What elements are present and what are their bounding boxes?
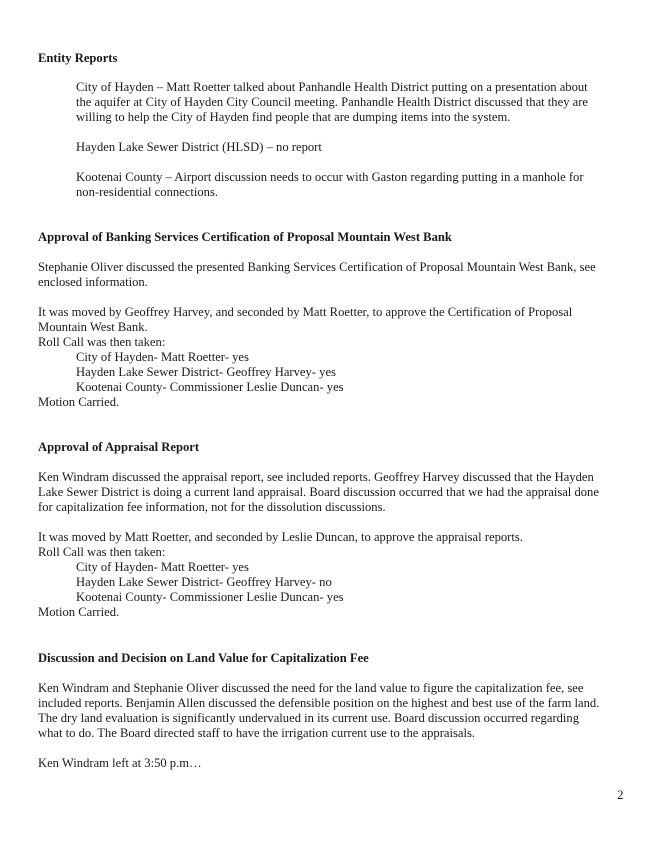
kootenai-report (76, 170, 628, 200)
appraisal-result-line: Motion Carried. (38, 605, 120, 619)
hayden-report-line: City of Hayden – Matt Roetter talked about Panhandle Health District putting on a presentation about (76, 80, 588, 94)
hlsd-report-line: Hayden Lake Sewer District (HLSD) – no report (76, 140, 322, 154)
appraisal-motion-line: It was moved by Matt Roetter, and seconded by Leslie Duncan, to approve the appraisal reports. (38, 530, 523, 544)
appraisal-discussion-line: for capitalization fee information, not for the dissolution discussions. (38, 500, 386, 514)
banking-vote: Kootenai County- Commissioner Leslie Duncan- yes (76, 380, 344, 394)
appraisal-discussion (38, 470, 628, 515)
banking-vote: Hayden Lake Sewer District- Geoffrey Harvey- yes (76, 365, 336, 379)
appraisal-discussion-line: Lake Sewer District is doing a current land appraisal. Board discussion occurred that we had the appraisal done (38, 485, 599, 499)
appraisal-motion (38, 530, 628, 560)
banking-heading: Approval of Banking Services Certification of Proposal Mountain West Bank (38, 230, 452, 244)
banking-roll-call: Roll Call was then taken: (38, 335, 166, 349)
appraisal-result (38, 605, 628, 620)
hayden-report-line: willing to help the City of Hayden find people that are dumping items into the system. (76, 110, 511, 124)
banking-motion-line: It was moved by Geoffrey Harvey, and seconded by Matt Roetter, to approve the Certification of Proposal (38, 305, 573, 319)
kootenai-report-line: Kootenai County – Airport discussion needs to occur with Gaston regarding putting in a manhole for (76, 170, 584, 184)
land-value-discussion-line: included reports. Benjamin Allen discussed the defensible position on the highest and best use of the farm land. (38, 696, 600, 710)
departure-line: Ken Windram left at 3:50 p.m… (38, 756, 202, 770)
banking-motion-line: Mountain West Bank. (38, 320, 148, 334)
appraisal-vote: City of Hayden- Matt Roetter- yes (76, 560, 249, 574)
appraisal-heading: Approval of Appraisal Report (38, 440, 200, 454)
banking-discussion (38, 260, 628, 290)
land-value-discussion (38, 681, 628, 741)
banking-result-line: Motion Carried. (38, 395, 120, 409)
page-number: 2 (617, 787, 624, 802)
entity-reports-heading: Entity Reports (38, 51, 118, 65)
land-value-heading: Discussion and Decision on Land Value for Capitalization Fee (38, 651, 369, 665)
appraisal-vote: Kootenai County- Commissioner Leslie Duncan- yes (76, 590, 344, 604)
banking-votes (76, 350, 628, 395)
hlsd-report (76, 140, 628, 155)
banking-motion (38, 305, 628, 350)
hayden-report (76, 80, 628, 125)
land-value-discussion-line: The dry land evaluation is significantly undervalued in its current use. Board discussion occurred regarding (38, 711, 580, 725)
banking-discussion-line: Stephanie Oliver discussed the presented Banking Services Certification of Proposal Mountain West Bank, see (38, 260, 596, 274)
land-value-discussion-line: Ken Windram and Stephanie Oliver discussed the need for the land value to figure the capitalization fee, see (38, 681, 584, 695)
appraisal-roll-call: Roll Call was then taken: (38, 545, 166, 559)
banking-discussion-line: enclosed information. (38, 275, 148, 289)
land-value-discussion-line: what to do. The Board directed staff to have the irrigation current use to the appraisals. (38, 726, 476, 740)
hayden-report-line: the aquifer at City of Hayden City Council meeting. Panhandle Health District discussed that they are (76, 95, 589, 109)
kootenai-report-line: non-residential connections. (76, 185, 218, 199)
banking-result (38, 395, 628, 410)
appraisal-vote: Hayden Lake Sewer District- Geoffrey Harvey- no (76, 575, 332, 589)
banking-vote: City of Hayden- Matt Roetter- yes (76, 350, 249, 364)
appraisal-discussion-line: Ken Windram discussed the appraisal report, see included reports. Geoffrey Harvey discussed that the Hayden (38, 470, 594, 484)
land-value-departure (38, 756, 628, 771)
appraisal-votes (76, 560, 628, 605)
